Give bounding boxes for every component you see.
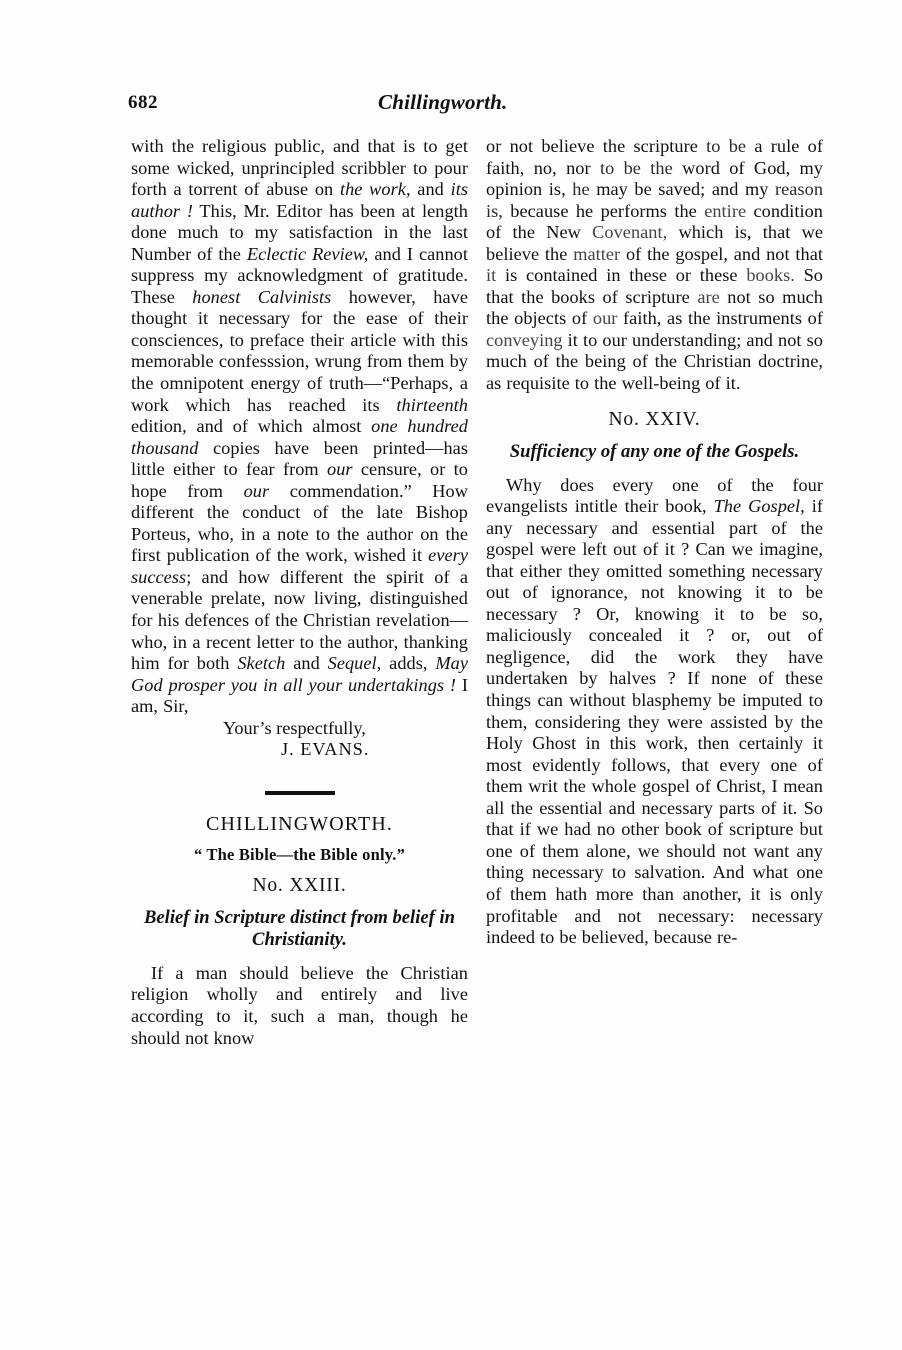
right-text-6: condition of the New (486, 200, 823, 243)
folio-number: 682 (128, 92, 158, 113)
section-divider-rule (265, 791, 335, 795)
right-faded-4: reason is, (486, 179, 824, 221)
letter-italic-one-hundred-thousand: one hundred thousand (131, 416, 468, 458)
letter-italic-thirteenth: thirteenth (396, 394, 468, 415)
right-faded-10: are (697, 286, 720, 307)
section-number: No. XXIV. (608, 408, 701, 430)
right-column (486, 136, 823, 949)
letter-text-6: edition, and of which almost (131, 416, 372, 437)
right-body-text-1: Why does every one of the four evangelists intitle their book, (486, 474, 823, 517)
section-heading-xxiv (486, 409, 823, 463)
letter-text-7: copies have been printed—has little either to fear from (131, 437, 468, 480)
right-text-5: because he performs the (502, 200, 705, 221)
letter-italic-eclectic-review: Eclectic Review, (246, 243, 369, 264)
letter-text-5: however, have thought it necessary for the ease of their consciences, to preface their article with this memorable confesssion, wrung from them by the omnipotent energy of truth—“Perhaps, a work which has reached its (131, 286, 468, 415)
right-faded-8: it (486, 265, 497, 286)
section-number: No. XXIII. (252, 874, 347, 896)
letter-italic-every-success: every success (131, 545, 468, 587)
letter-italic-honest-calvinists: honest Calvinists (192, 286, 332, 307)
running-head: Chillingworth. (378, 90, 508, 114)
right-text-8: of the gospel, and not that (620, 243, 823, 264)
section-author-name: CHILLINGWORTH. (206, 812, 393, 835)
right-faded-7: matter (573, 243, 621, 264)
right-faded-2: to be the (599, 157, 673, 178)
letter-text-2: and (410, 179, 451, 200)
right-text-4: may be saved; and my (589, 179, 775, 200)
right-text-1: or not believe the scripture (486, 136, 707, 156)
closing-signature: J. EVANS. (281, 739, 370, 760)
right-faded-11: our (592, 308, 618, 329)
letter-text-4: and I cannot suppress my acknowledgment of gratitude. These (131, 243, 468, 307)
right-text-13: it to our understanding; and not so much of the being of the Christian doctrine, as requisite to the well-being of it. (486, 329, 823, 394)
section-body-paragraph: If a man should believe the Christian religion wholly and entirely and live according to it, such a man, though he should not know (131, 962, 468, 1048)
right-faded-1: to be (706, 136, 747, 156)
heading-spacer (486, 395, 823, 409)
closing-salutation: Your’s respectfully, (223, 717, 366, 738)
right-text-10: So that the books of scripture (486, 265, 823, 307)
section-subtitle: Belief in Scripture distinct from belief in Christianity. (144, 906, 455, 950)
right-body-italic-the-gospel: The Gospel, (713, 496, 805, 517)
right-text-3: word of God, my opinion is, (486, 157, 823, 200)
letter-italic-sequel: Sequel, (327, 653, 382, 674)
left-column (131, 136, 468, 1049)
right-faded-6: Covenant, (592, 222, 668, 243)
right-body-text-2: if any necessary and essential part of the gospel were left out of it ? Can we imagine, that either they omitted something necessary out of ignorance, not knowing it to be necessary ? Or, knowing it to be so, maliciously concealed it ? or, out of negligence, did the work they have undertaken by halves ? If none of these things can without blasphemy be imputed to them, considering they were assisted by the Holy Ghost in this work, then certainly it most evidently follows, that every one of them writ the whole gospel of Christ, I mean all the essential and necessary parts of it. So that if we had no other book of scripture but one of them alone, we should not want any thing necessary to salvation. And what one of them hath more than another, it is only profitable and not necessary: necessary indeed to be believed, because re- (486, 496, 823, 948)
letter-continuation-paragraph (131, 136, 468, 718)
right-faded-3: he (572, 179, 590, 200)
right-faded-9: books. (746, 265, 795, 286)
letter-closing (131, 718, 468, 761)
letter-italic-the-work: the work, (339, 179, 411, 200)
letter-text-3: This, Mr. Editor has been at length done much to my satisfaction in the last Number of the (131, 200, 468, 264)
right-text-2: a rule of faith, no, nor (486, 136, 823, 178)
right-text-9: is contained in these or these (496, 265, 747, 286)
section-body-paragraph (486, 475, 823, 949)
right-continuation-paragraph (486, 136, 823, 395)
letter-italic-our-1: our (327, 459, 353, 480)
section-heading-xxiii (131, 813, 468, 951)
letter-text-12: adds, (381, 653, 436, 674)
letter-text-8: censure, or to hope from (131, 459, 468, 501)
right-faded-5: entire (704, 200, 747, 221)
letter-text-1: with the religious public, and that is to get some wicked, unprincipled scribbler to pour forth a torrent of abuse on (131, 136, 468, 200)
right-faded-12: conveying (486, 329, 563, 350)
letter-italic-sketch: Sketch (237, 653, 286, 674)
letter-text-13: I am, Sir, (131, 674, 468, 717)
section-motto: “ The Bible—the Bible only.” (193, 844, 406, 864)
letter-italic-its-author: its author ! (131, 179, 468, 221)
right-text-7: which is, that we believe the (486, 222, 824, 264)
right-text-12: faith, as the instruments of (617, 308, 823, 329)
right-text-11: not so much the objects of (486, 286, 823, 329)
section-subtitle: Sufficiency of any one of the Gospels. (509, 440, 800, 462)
page-header (128, 92, 778, 122)
letter-italic-our-2: our (243, 480, 270, 501)
letter-text-9: commendation.” How different the conduct of the late Bishop Porteus, who, in a note to the author on the first publication of the work, wished it (131, 480, 469, 566)
letter-text-11: and (285, 653, 328, 674)
letter-italic-may-god-prosper: May God prosper you in all your undertakings ! (131, 653, 468, 695)
letter-text-10: ; and how different the spirit of a venerable prelate, now living, distinguished for his defences of the Christian revelation—who, in a recent letter to the author, thanking him for both (131, 566, 468, 674)
